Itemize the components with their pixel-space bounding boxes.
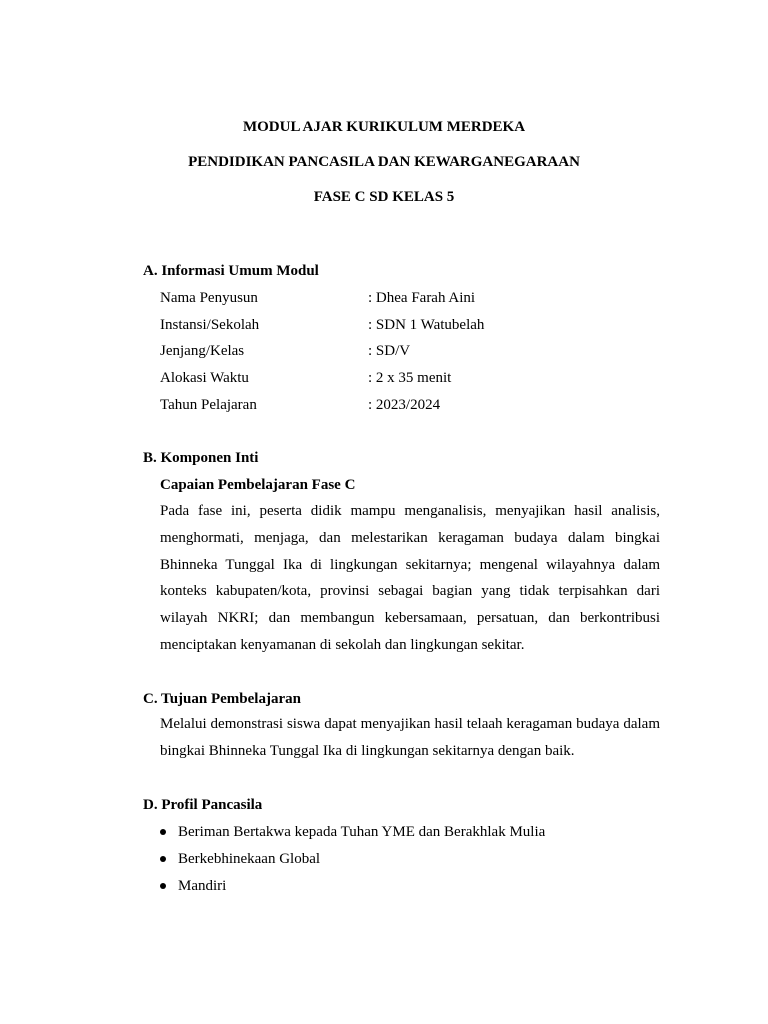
bullet-icon bbox=[160, 856, 166, 862]
info-label: Alokasi Waktu bbox=[160, 370, 249, 386]
list-item-text: Beriman Bertakwa kepada Tuhan YME dan Berakhlak Mulia bbox=[178, 824, 546, 840]
list-item-text: Mandiri bbox=[178, 877, 227, 894]
learning-outcome-heading: Capaian Pembelajaran Fase C bbox=[160, 477, 356, 493]
paragraph-line: wilayah NKRI; dan membangun kebersamaan, persatuan, dan berkontribusi bbox=[160, 610, 660, 627]
section-d-heading: D. Profil Pancasila bbox=[143, 797, 263, 813]
info-value: : Dhea Farah Aini bbox=[368, 290, 476, 306]
paragraph-line: menciptakan kenyamanan di sekolah dan lingkungan sekitar. bbox=[160, 636, 525, 653]
paragraph-line: Bhinneka Tunggal Ika di lingkungan sekitarnya; mengenal wilayahnya dalam bbox=[160, 556, 660, 573]
section-b-heading: B. Komponen Inti bbox=[143, 450, 259, 466]
learning-outcome-paragraph bbox=[160, 498, 660, 659]
info-value: : 2023/2024 bbox=[368, 397, 441, 413]
paragraph-line: konteks kabupaten/kota, provinsi sebagai bagian yang tidak terpisahkan dari bbox=[160, 583, 660, 600]
profile-list bbox=[160, 823, 545, 903]
section-c-heading: C. Tujuan Pembelajaran bbox=[143, 691, 301, 707]
info-value: : SDN 1 Watubelah bbox=[368, 317, 485, 333]
list-item bbox=[160, 850, 545, 877]
phase-title: FASE C SD KELAS 5 bbox=[313, 189, 455, 205]
list-item bbox=[160, 823, 545, 850]
info-value: : 2 x 35 menit bbox=[368, 370, 452, 386]
list-item-text: Berkebhinekaan Global bbox=[178, 850, 321, 867]
learning-objective-paragraph bbox=[160, 711, 660, 765]
info-label: Jenjang/Kelas bbox=[160, 343, 245, 359]
info-label: Instansi/Sekolah bbox=[160, 317, 260, 333]
paragraph-line: Pada fase ini, peserta didik mampu menganalisis, menyajikan hasil analisis, bbox=[160, 503, 660, 519]
paragraph-line: bingkai Bhinneka Tunggal Ika di lingkungan sekitarnya dengan baik. bbox=[160, 742, 575, 759]
info-label: Nama Penyusun bbox=[160, 290, 258, 306]
bullet-icon bbox=[160, 829, 166, 835]
module-title: MODUL AJAR KURIKULUM MERDEKA bbox=[242, 119, 526, 135]
info-label: Tahun Pelajaran bbox=[160, 397, 257, 413]
section-a-heading: A. Informasi Umum Modul bbox=[143, 263, 319, 279]
paragraph-line: menghormati, menjaga, dan melestarikan keragaman budaya dalam bingkai bbox=[160, 529, 660, 546]
paragraph-line: Melalui demonstrasi siswa dapat menyajikan hasil telaah keragaman budaya dalam bbox=[160, 716, 660, 732]
bullet-icon bbox=[160, 883, 166, 889]
list-item bbox=[160, 877, 545, 904]
subject-title: PENDIDIKAN PANCASILA DAN KEWARGANEGARAAN bbox=[188, 154, 580, 170]
info-value: : SD/V bbox=[368, 343, 411, 359]
